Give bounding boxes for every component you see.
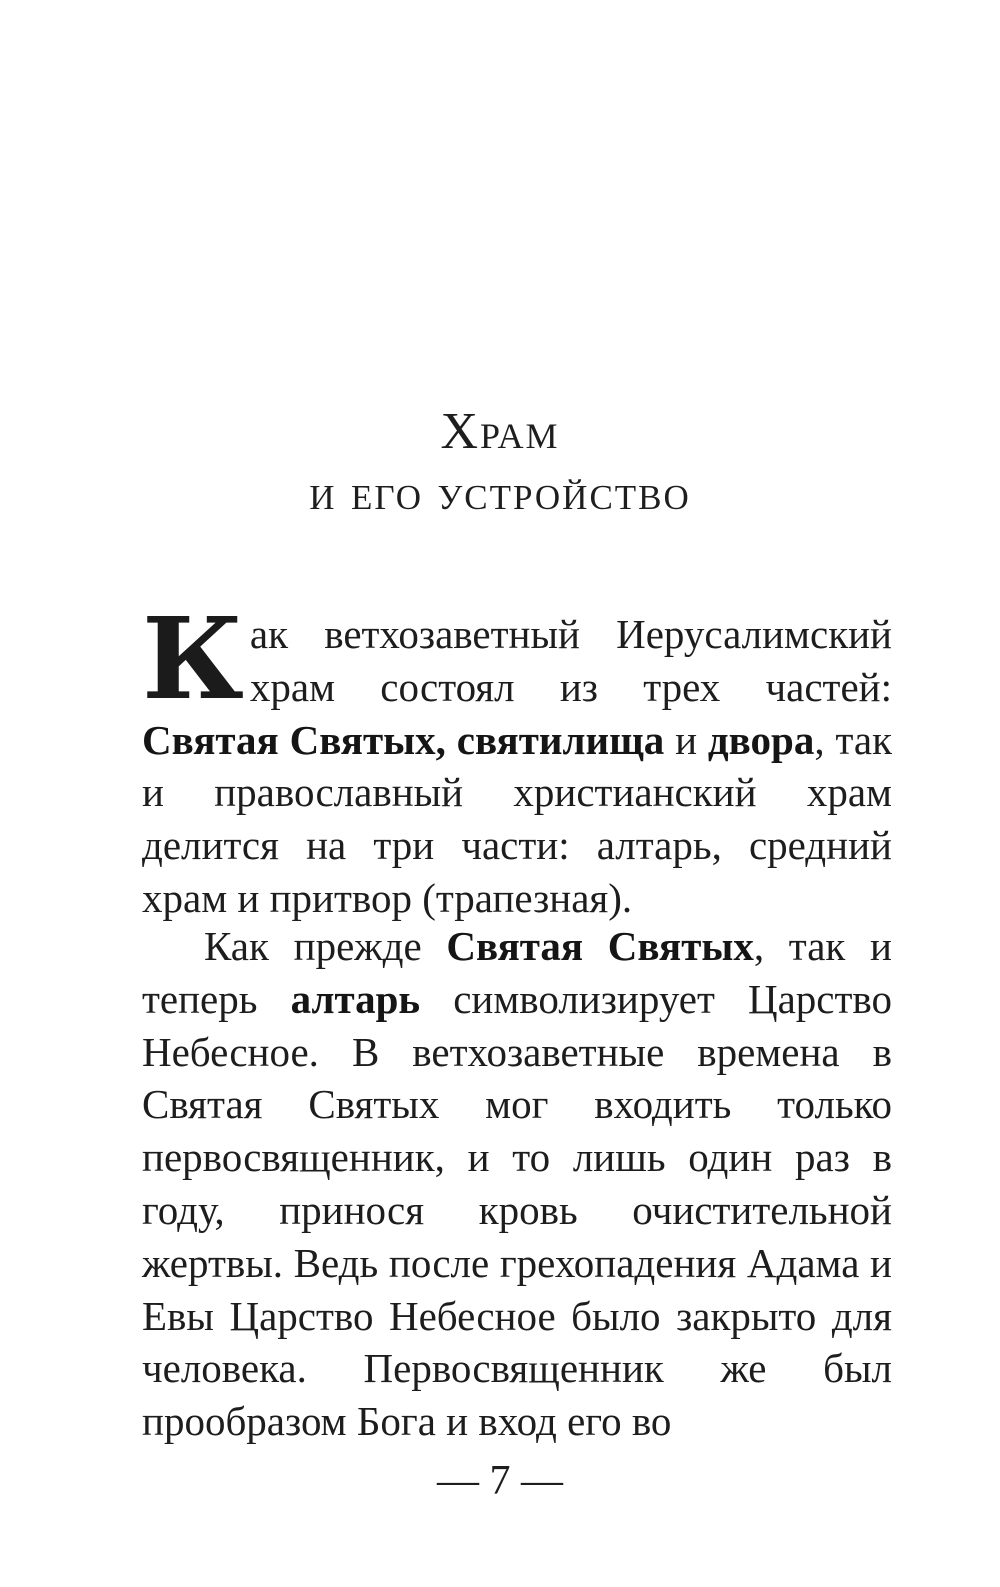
paragraph-1 [142, 594, 892, 925]
chapter-subtitle: и его устройство [309, 464, 691, 520]
paragraph-1-text-2: и [664, 716, 708, 763]
paragraph-2-bold-1: Святая Святых [446, 923, 754, 969]
paragraph-2-text-3: символизирует Царство Небесное. В ветхозаветные времена в Святая Святых мог входить только первосвященник, и то лишь один раз в году, принося кровь очистительной жертвы. Ведь после грехопадения Адама и Евы Царство Небесное было закрыто для человека. Первосвященник же был прообразом Бога и вход его во [142, 975, 893, 1445]
paragraph-1-text-1: ак ветхозаветный Иерусалимский храм состоял из трех частей: [249, 611, 892, 710]
paragraph-1-bold-2: двора [707, 716, 815, 763]
paragraph-2 [142, 920, 892, 1448]
chapter-title: Храм [440, 403, 560, 460]
drop-cap-letter: К [142, 594, 244, 725]
page-number: — 7 — [437, 1458, 563, 1504]
paragraph-2-bold-2: алтарь [290, 975, 421, 1022]
paragraph-2-text-2: , так и теперь [142, 923, 892, 1022]
paragraph-1-bold-1: Святая Святых, святилища [142, 716, 665, 763]
paragraph-1-text-3: , так и православный христианский храм делится на три части: алтарь, средний храм и притвор (трапезная). [142, 716, 892, 921]
paragraph-2-text-1: Как прежде [204, 923, 447, 969]
